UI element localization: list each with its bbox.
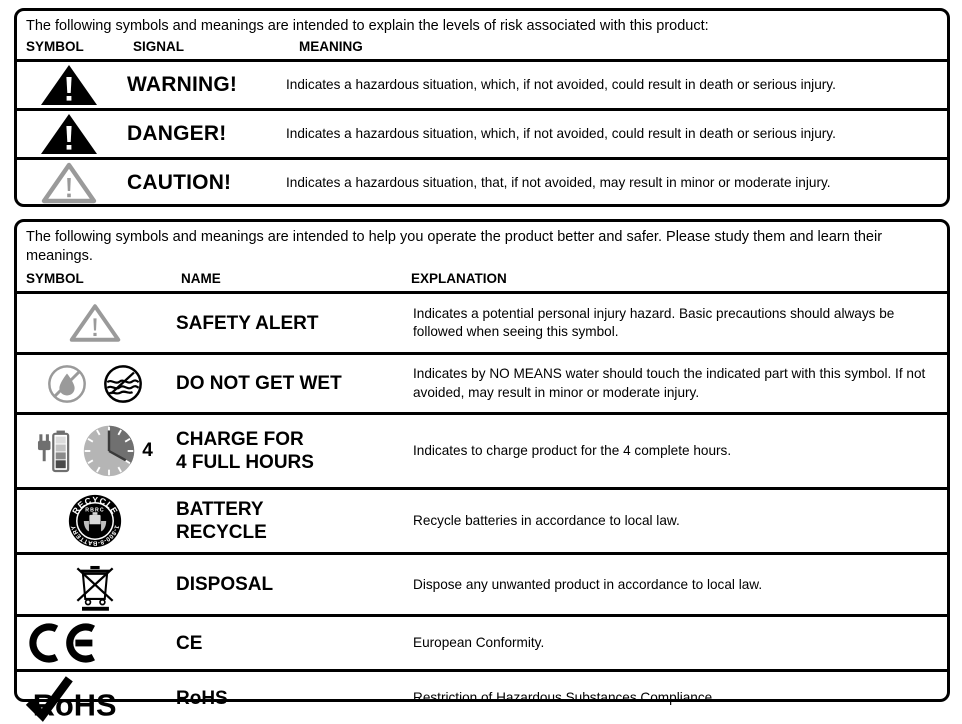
column-header-meaning: MEANING [299,39,363,55]
table-row [17,617,947,669]
meaning-text: Indicates a hazardous situation, which, if not avoided, could result in death or serious injury. [286,125,836,141]
charge-icon-group [17,423,172,479]
meaning-text: Indicates a hazardous situation, which, if not avoided, could result in death or serious injury. [286,76,836,92]
symbol-table-column-headers [17,266,947,291]
no-water-droplet-icon [46,363,88,405]
symbol-name-label: DO NOT GET WET [176,373,342,395]
risk-level-table [14,8,950,207]
risk-table-column-headers [17,36,947,59]
meaning-text: Indicates a hazardous situation, that, if not avoided, may result in minor or moderate injury. [286,174,831,190]
rohs-check-icon [17,673,172,723]
battery-charging-icon [36,425,78,477]
column-header-explanation: EXPLANATION [411,271,507,287]
symbol-name-label: SAFETY ALERT [176,312,319,334]
symbol-table-intro: The following symbols and meanings are intended to help you operate the product better and safer. Please study them and learn their meanings. [26,229,883,265]
column-header-symbol: SYMBOL [26,271,84,287]
symbol-explanation-text: Indicates by NO MEANS water should touch the indicated part with this symbol. If not avoided, may result in minor or moderate injury. [413,366,926,400]
symbol-name-label [172,428,402,474]
table-row [17,490,947,552]
table-row [17,415,947,487]
charge-hours-badge: 4 [142,440,153,462]
svg-text:RECYCLE: RECYCLE [69,494,120,517]
table-row [17,111,947,157]
column-header-symbol: SYMBOL [26,39,84,55]
symbol-explanation-text: Indicates a potential personal injury hazard. Basic precautions should always be followed when seeing this symbol. [413,305,895,340]
clock-four-hours-icon [81,423,137,479]
ce-mark-icon [17,622,172,664]
table-row [17,160,947,206]
column-header-name: NAME [181,271,221,287]
symbol-explanation-text: European Conformity. [413,635,545,651]
symbol-explanation-text: Indicates to charge product for the 4 complete hours. [413,443,732,459]
signal-word-label: DANGER! [127,122,227,146]
svg-text:RBRC: RBRC [84,507,105,514]
table-row [17,294,947,352]
column-header-signal: SIGNAL [133,39,185,55]
do-not-get-wet-icon-group [17,363,172,405]
table-row [17,62,947,108]
svg-text:RoHS: RoHS [32,687,117,723]
symbol-name-label: CE [176,632,203,654]
risk-table-intro: The following symbols and meanings are intended to explain the levels of risk associated with this product: [26,18,709,34]
table-row [17,355,947,412]
symbol-explanation-text: Recycle batteries in accordance to local law. [413,513,680,529]
signal-word-label: CAUTION! [127,171,232,195]
symbol-explanation-text: Dispose any unwanted product in accordance to local law. [413,576,763,592]
symbol-explanation-text: Restriction of Hazardous Substances Compliance. [413,690,716,706]
symbol-name-label [172,498,402,544]
table-row [17,672,947,724]
no-water-waves-icon [102,363,144,405]
symbol-explanation-table [14,219,950,723]
caution-triangle-outline-icon [17,161,121,205]
signal-word-label: WARNING! [127,73,238,97]
weee-crossed-bin-icon [17,559,172,611]
symbol-name-label: RoHS [176,687,228,709]
danger-triangle-solid-icon [17,113,121,155]
symbol-name-line-1: CHARGE FOR [176,429,304,451]
svg-text:1-800-8-BATTERY: 1-800-8-BATTERY [69,524,120,547]
symbol-name-label: DISPOSAL [176,574,274,596]
warning-triangle-solid-icon [17,64,121,106]
symbol-name-line-2: RECYCLE [176,522,267,544]
table-row [17,555,947,614]
safety-alert-triangle-icon [17,301,172,345]
symbol-name-line-2: 4 FULL HOURS [176,452,314,474]
symbol-name-line-1: BATTERY [176,499,264,521]
battery-recycle-seal-icon [17,493,172,549]
